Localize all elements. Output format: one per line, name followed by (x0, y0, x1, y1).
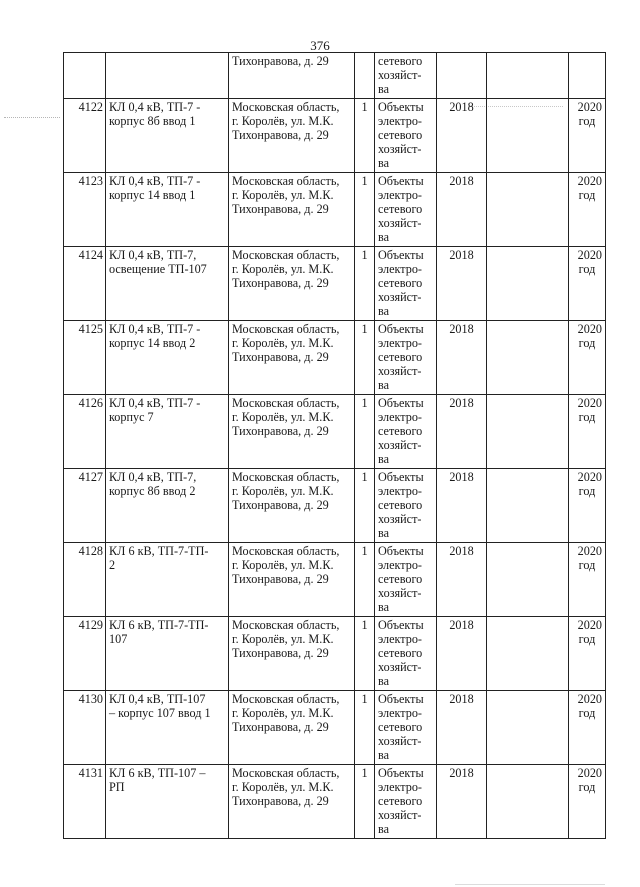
type-line: Объекты (378, 322, 424, 336)
address-line: Тихонравова, д. 29 (232, 646, 329, 660)
until-year: 2020 (577, 692, 602, 706)
cell-quantity (355, 53, 375, 99)
address-line: Тихонравова, д. 29 (232, 424, 329, 438)
scan-artifact (4, 117, 60, 121)
cell-year (437, 53, 487, 99)
until-unit: год (578, 706, 596, 720)
address-line: Тихонравова, д. 29 (232, 276, 329, 290)
table-row-continuation (64, 53, 606, 99)
address-line: Тихонравова, д. 29 (232, 572, 329, 586)
table-body (64, 53, 606, 839)
address-line: Тихонравова, д. 29 (232, 350, 329, 364)
cell-type (375, 247, 437, 321)
cell-number: 4124 (64, 247, 106, 321)
name-line: КЛ 6 кВ, ТП-7-ТП- (109, 544, 209, 558)
type-line: ва (378, 600, 390, 614)
type-line: хозяйст- (378, 364, 422, 378)
until-unit: год (578, 780, 596, 794)
type-line: электро- (378, 558, 422, 572)
type-line: сетевого (378, 128, 423, 142)
cell-blank (487, 99, 569, 173)
table-row (64, 247, 606, 321)
cell-quantity: 1 (355, 543, 375, 617)
cell-quantity: 1 (355, 765, 375, 839)
address-line: Тихонравова, д. 29 (232, 794, 329, 808)
type-line: хозяйст- (378, 142, 422, 156)
type-line: ва (378, 748, 390, 762)
type-line: хозяйст- (378, 808, 422, 822)
cell-address (229, 617, 355, 691)
type-line: хозяйст- (378, 734, 422, 748)
address-line: г. Королёв, ул. М.К. (232, 706, 334, 720)
cell-name (106, 247, 229, 321)
cell-quantity: 1 (355, 321, 375, 395)
cell-until (569, 321, 606, 395)
cell-number: 4125 (64, 321, 106, 395)
cell-quantity: 1 (355, 247, 375, 321)
cell-year: 2018 (437, 543, 487, 617)
until-year: 2020 (577, 174, 602, 188)
cell-type (375, 173, 437, 247)
cell-type (375, 53, 437, 99)
address-line: Тихонравова, д. 29 (232, 202, 329, 216)
type-line: электро- (378, 262, 422, 276)
cell-address (229, 765, 355, 839)
cell-name (106, 53, 229, 99)
cell-name (106, 469, 229, 543)
cell-until (569, 765, 606, 839)
page-number: 376 (310, 38, 330, 53)
name-line: КЛ 0,4 кВ, ТП-107 (109, 692, 206, 706)
cell-type (375, 617, 437, 691)
cell-quantity: 1 (355, 617, 375, 691)
address-line: Тихонравова, д. 29 (232, 498, 329, 512)
type-line: ва (378, 378, 390, 392)
cell-blank (487, 617, 569, 691)
cell-type (375, 765, 437, 839)
until-unit: год (578, 558, 596, 572)
cell-number: 4127 (64, 469, 106, 543)
name-line: КЛ 0,4 кВ, ТП-7, (109, 248, 197, 262)
address-line: Тихонравова, д. 29 (232, 128, 329, 142)
cell-number: 4123 (64, 173, 106, 247)
type-line: сетевого (378, 720, 423, 734)
cell-blank (487, 395, 569, 469)
address-line: г. Королёв, ул. М.К. (232, 114, 334, 128)
address-line: Тихонравова, д. 29 (232, 54, 329, 68)
name-line: корпус 8б ввод 1 (109, 114, 196, 128)
address-line: Тихонравова, д. 29 (232, 720, 329, 734)
table-row (64, 173, 606, 247)
cell-number: 4130 (64, 691, 106, 765)
cell-number: 4122 (64, 99, 106, 173)
table-row (64, 395, 606, 469)
until-unit: год (578, 410, 596, 424)
cell-year: 2018 (437, 395, 487, 469)
type-line: хозяйст- (378, 660, 422, 674)
type-line: ва (378, 526, 390, 540)
until-year: 2020 (577, 766, 602, 780)
type-line: Объекты (378, 396, 424, 410)
table-row (64, 617, 606, 691)
until-year: 2020 (577, 396, 602, 410)
cell-address (229, 395, 355, 469)
type-line: сетевого (378, 572, 423, 586)
cell-until (569, 691, 606, 765)
cell-name (106, 321, 229, 395)
cell-address (229, 543, 355, 617)
address-line: г. Королёв, ул. М.К. (232, 188, 334, 202)
cell-quantity: 1 (355, 99, 375, 173)
cell-number: 4131 (64, 765, 106, 839)
name-line: КЛ 0,4 кВ, ТП-7 - (109, 396, 201, 410)
name-line: 2 (109, 558, 116, 572)
cell-quantity: 1 (355, 691, 375, 765)
type-line: сетевого (378, 646, 423, 660)
type-line: Объекты (378, 248, 424, 262)
type-line: электро- (378, 706, 422, 720)
type-line: хозяйст- (378, 512, 422, 526)
type-line: Объекты (378, 544, 424, 558)
cell-year: 2018 (437, 321, 487, 395)
cell-number: 4126 (64, 395, 106, 469)
type-line: сетевого (378, 276, 423, 290)
address-line: Московская область, (232, 322, 340, 336)
type-line: электро- (378, 632, 422, 646)
name-line: РП (109, 780, 125, 794)
address-line: Московская область, (232, 100, 340, 114)
type-line: Объекты (378, 174, 424, 188)
until-unit: год (578, 336, 596, 350)
cell-blank (487, 321, 569, 395)
until-year: 2020 (577, 322, 602, 336)
cell-type (375, 469, 437, 543)
cell-address (229, 469, 355, 543)
cell-until (569, 247, 606, 321)
type-line: электро- (378, 188, 422, 202)
type-line: сетевого (378, 54, 423, 68)
cell-until (569, 395, 606, 469)
name-line: корпус 8б ввод 2 (109, 484, 196, 498)
table-row (64, 99, 606, 173)
type-line: Объекты (378, 692, 424, 706)
cell-blank (487, 765, 569, 839)
address-line: Московская область, (232, 766, 340, 780)
address-line: г. Королёв, ул. М.К. (232, 336, 334, 350)
table-row (64, 543, 606, 617)
cell-name (106, 173, 229, 247)
type-line: ва (378, 156, 390, 170)
type-line: ва (378, 674, 390, 688)
name-line: корпус 14 ввод 2 (109, 336, 196, 350)
cell-type (375, 99, 437, 173)
until-unit: год (578, 114, 596, 128)
cell-address (229, 173, 355, 247)
cell-name (106, 99, 229, 173)
type-line: электро- (378, 410, 422, 424)
type-line: хозяйст- (378, 68, 422, 82)
address-line: г. Королёв, ул. М.К. (232, 484, 334, 498)
type-line: Объекты (378, 766, 424, 780)
cell-address (229, 691, 355, 765)
registry-table (63, 52, 606, 839)
address-line: Московская область, (232, 470, 340, 484)
table-row (64, 765, 606, 839)
type-line: Объекты (378, 100, 424, 114)
cell-name (106, 395, 229, 469)
type-line: ва (378, 452, 390, 466)
until-year: 2020 (577, 618, 602, 632)
type-line: Объекты (378, 618, 424, 632)
type-line: хозяйст- (378, 290, 422, 304)
cell-year: 2018 (437, 469, 487, 543)
name-line: освещение ТП-107 (109, 262, 207, 276)
cell-blank (487, 469, 569, 543)
name-line: 107 (109, 632, 128, 646)
cell-blank (487, 543, 569, 617)
address-line: Московская область, (232, 618, 340, 632)
cell-year: 2018 (437, 173, 487, 247)
type-line: ва (378, 822, 390, 836)
name-line: КЛ 0,4 кВ, ТП-7 - (109, 100, 201, 114)
type-line: электро- (378, 336, 422, 350)
cell-until (569, 173, 606, 247)
name-line: – корпус 107 ввод 1 (109, 706, 211, 720)
cell-year: 2018 (437, 691, 487, 765)
cell-type (375, 321, 437, 395)
type-line: хозяйст- (378, 216, 422, 230)
until-unit: год (578, 188, 596, 202)
address-line: г. Королёв, ул. М.К. (232, 558, 334, 572)
until-year: 2020 (577, 470, 602, 484)
table-row (64, 321, 606, 395)
name-line: КЛ 0,4 кВ, ТП-7 - (109, 322, 201, 336)
address-line: Московская область, (232, 396, 340, 410)
type-line: электро- (378, 114, 422, 128)
cell-name (106, 765, 229, 839)
cell-year: 2018 (437, 247, 487, 321)
until-unit: год (578, 262, 596, 276)
cell-year: 2018 (437, 765, 487, 839)
type-line: хозяйст- (378, 438, 422, 452)
name-line: КЛ 6 кВ, ТП-107 – (109, 766, 206, 780)
type-line: сетевого (378, 498, 423, 512)
table-row (64, 691, 606, 765)
cell-quantity: 1 (355, 395, 375, 469)
cell-name (106, 543, 229, 617)
cell-address (229, 247, 355, 321)
cell-year: 2018 (437, 99, 487, 173)
address-line: Московская область, (232, 692, 340, 706)
type-line: сетевого (378, 794, 423, 808)
cell-name (106, 617, 229, 691)
type-line: ва (378, 230, 390, 244)
address-line: г. Королёв, ул. М.К. (232, 262, 334, 276)
cell-type (375, 395, 437, 469)
table-row (64, 469, 606, 543)
type-line: хозяйст- (378, 586, 422, 600)
cell-blank (487, 691, 569, 765)
cell-address (229, 53, 355, 99)
address-line: Московская область, (232, 248, 340, 262)
address-line: Московская область, (232, 174, 340, 188)
cell-quantity: 1 (355, 469, 375, 543)
until-year: 2020 (577, 544, 602, 558)
cell-address (229, 99, 355, 173)
type-line: Объекты (378, 470, 424, 484)
type-line: электро- (378, 484, 422, 498)
cell-type (375, 691, 437, 765)
until-year: 2020 (577, 248, 602, 262)
until-unit: год (578, 632, 596, 646)
type-line: сетевого (378, 350, 423, 364)
type-line: сетевого (378, 202, 423, 216)
cell-name (106, 691, 229, 765)
name-line: КЛ 0,4 кВ, ТП-7, (109, 470, 197, 484)
cell-type (375, 543, 437, 617)
name-line: КЛ 0,4 кВ, ТП-7 - (109, 174, 201, 188)
cell-until (569, 469, 606, 543)
cell-until (569, 53, 606, 99)
name-line: корпус 7 (109, 410, 154, 424)
type-line: сетевого (378, 424, 423, 438)
cell-blank (487, 247, 569, 321)
name-line: КЛ 6 кВ, ТП-7-ТП- (109, 618, 209, 632)
cell-number (64, 53, 106, 99)
name-line: корпус 14 ввод 1 (109, 188, 196, 202)
type-line: электро- (378, 780, 422, 794)
cell-until (569, 99, 606, 173)
type-line: ва (378, 304, 390, 318)
cell-number: 4128 (64, 543, 106, 617)
cell-number: 4129 (64, 617, 106, 691)
cell-address (229, 321, 355, 395)
cell-until (569, 543, 606, 617)
cell-blank (487, 53, 569, 99)
address-line: Московская область, (232, 544, 340, 558)
cell-blank (487, 173, 569, 247)
cell-until (569, 617, 606, 691)
type-line: ва (378, 82, 390, 96)
cell-year: 2018 (437, 617, 487, 691)
until-year: 2020 (577, 100, 602, 114)
address-line: г. Королёв, ул. М.К. (232, 632, 334, 646)
until-unit: год (578, 484, 596, 498)
cell-quantity: 1 (355, 173, 375, 247)
address-line: г. Королёв, ул. М.К. (232, 780, 334, 794)
address-line: г. Королёв, ул. М.К. (232, 410, 334, 424)
